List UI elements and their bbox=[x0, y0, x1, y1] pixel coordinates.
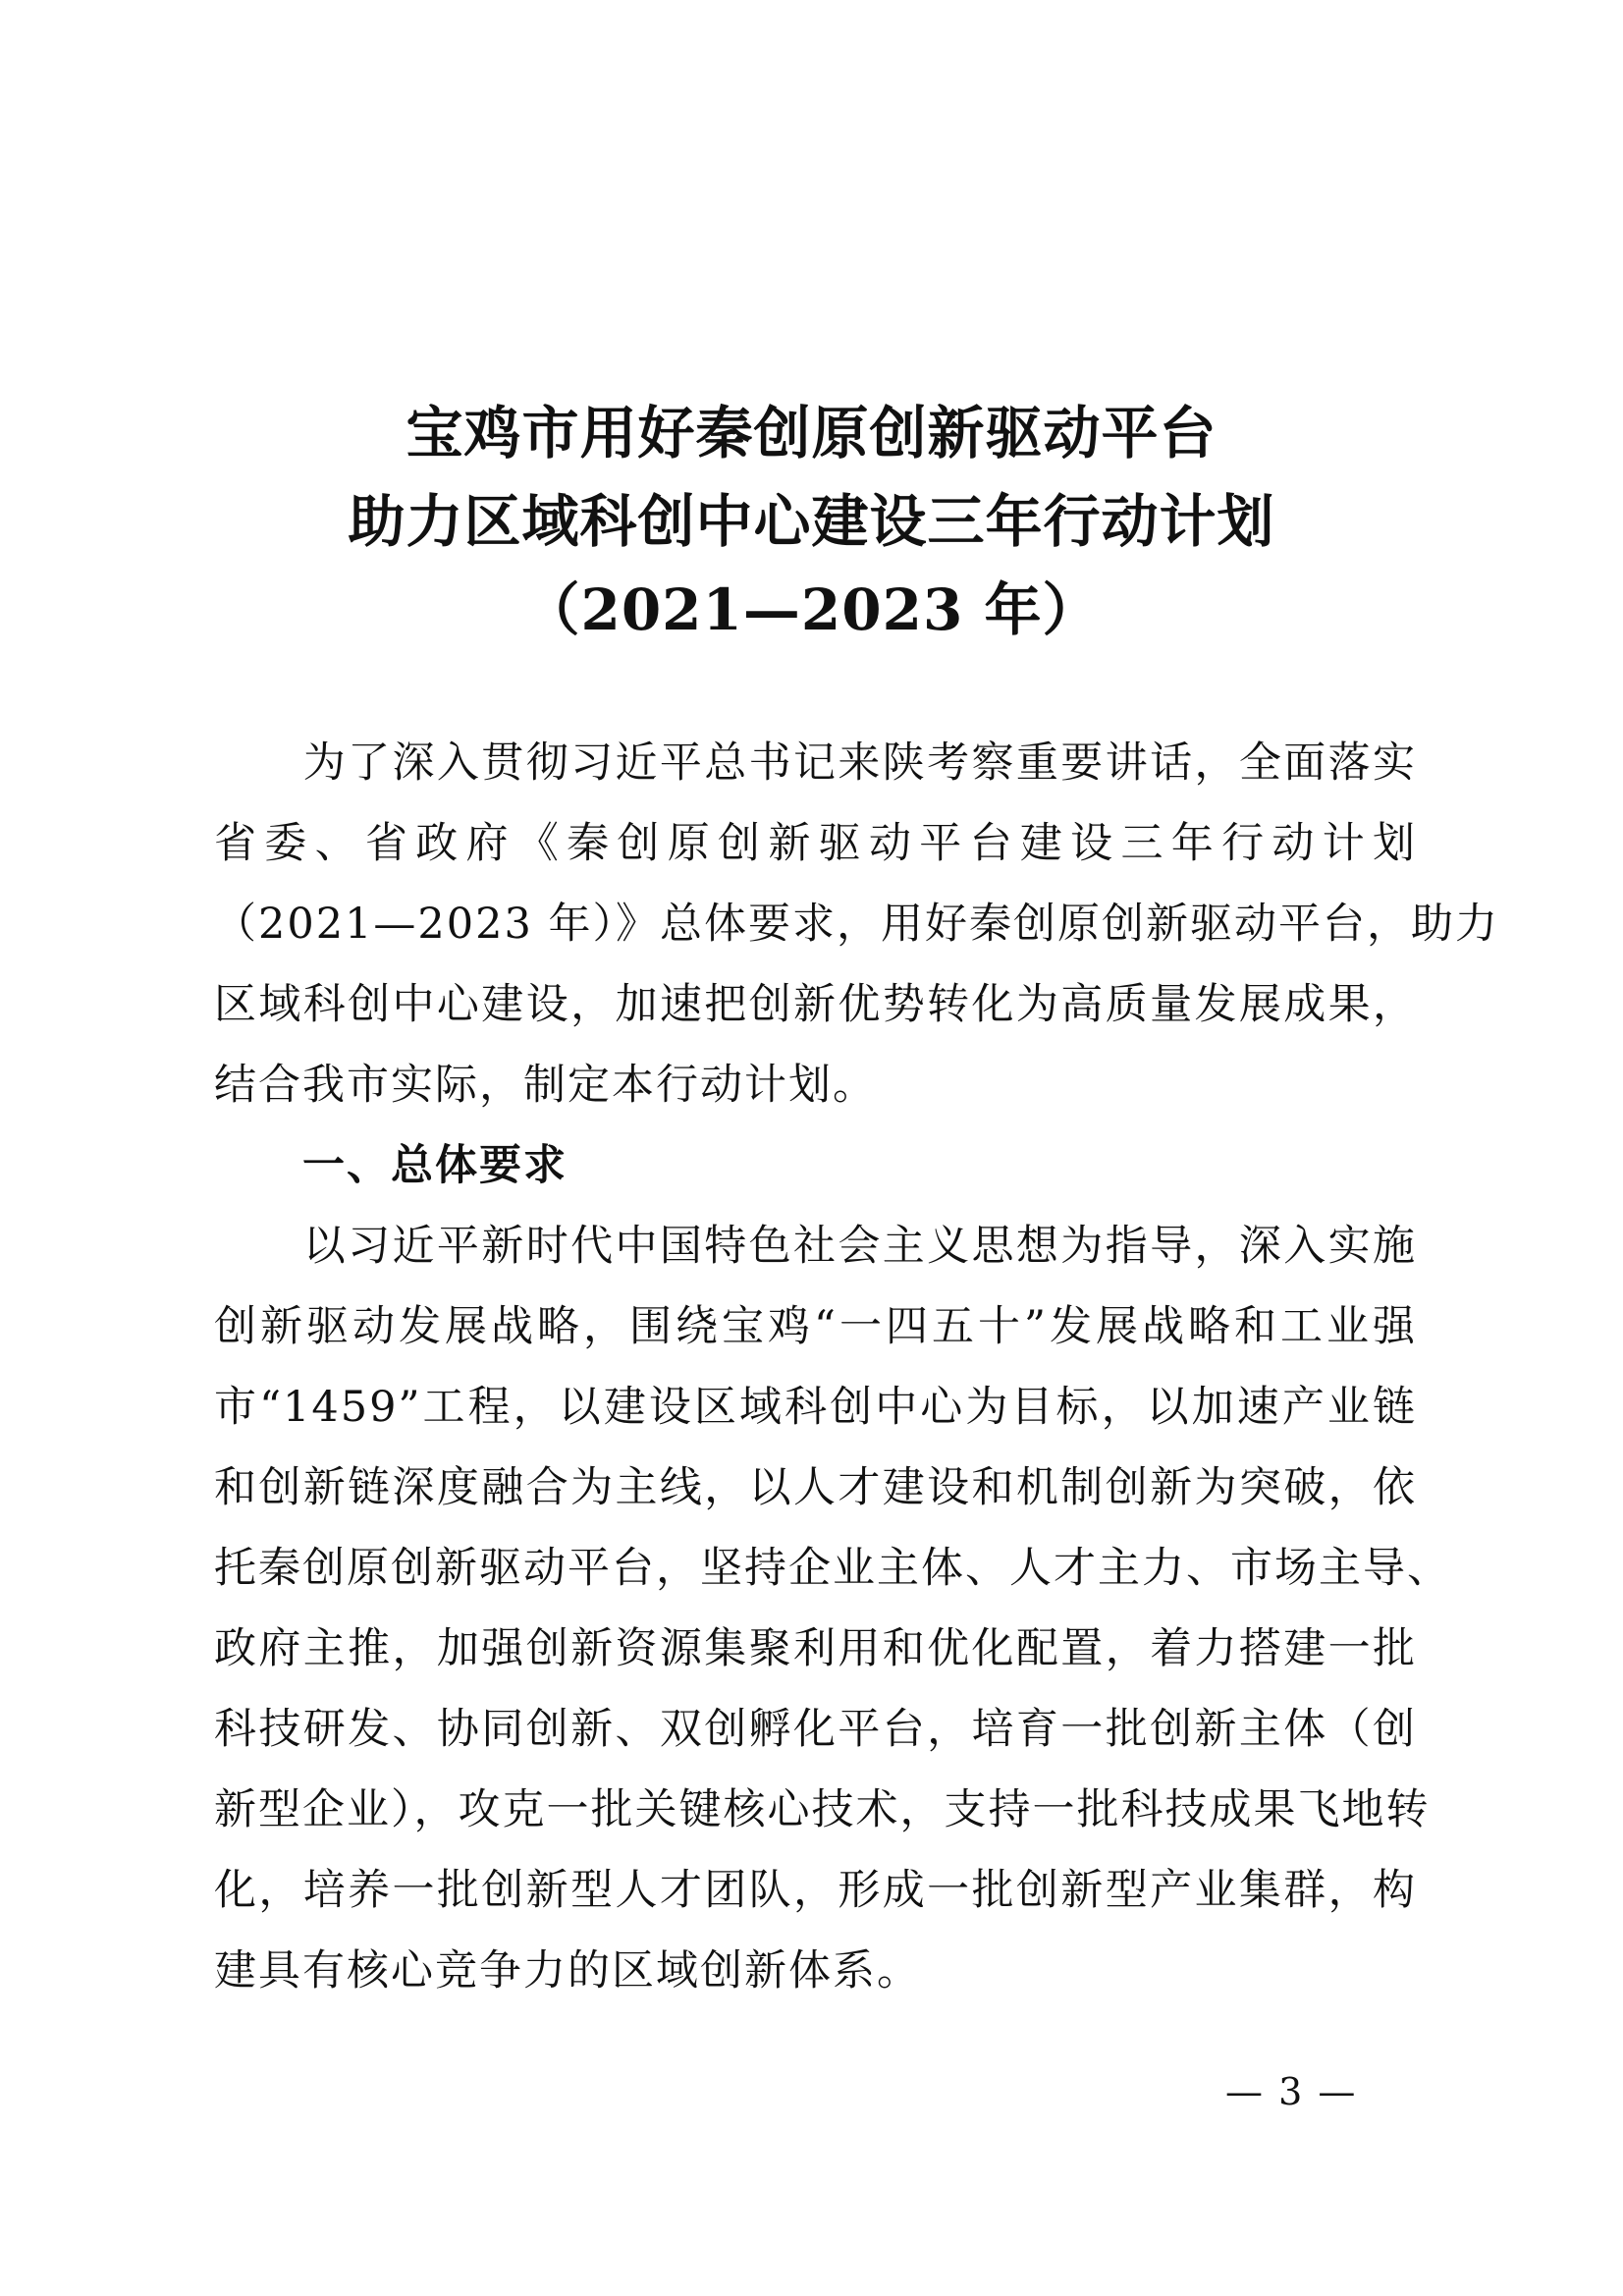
paragraph-line: 建具有核心竞争力的区域创新体系。 bbox=[214, 1946, 921, 1995]
paragraph-line: 为了深入贯彻习近平总书记来陕考察重要讲话，全面落实 bbox=[214, 738, 1417, 788]
paragraph-line: 托秦创原创新驱动平台，坚持企业主体、人才主力、市场主导、 bbox=[214, 1544, 1451, 1593]
paragraph-line: 科技研发、协同创新、双创孵化平台，培育一批创新主体（创 bbox=[214, 1705, 1417, 1754]
page-number: — 3 — bbox=[1225, 2070, 1358, 2113]
document-title-line-3: （2021—2023 年） bbox=[522, 576, 1101, 643]
section1-paragraph bbox=[214, 1206, 1451, 2011]
paragraph-line: 和创新链深度融合为主线，以人才建设和机制创新为突破，依 bbox=[214, 1463, 1417, 1512]
document-title-line-2: 助力区域科创中心建设三年行动计划 bbox=[348, 488, 1275, 555]
paragraph-line: 政府主推，加强创新资源集聚利用和优化配置，着力搭建一批 bbox=[214, 1624, 1417, 1673]
paragraph-line: 市“1459”工程，以建设区域科创中心为目标，以加速产业链 bbox=[214, 1383, 1417, 1432]
paragraph-line: 结合我市实际，制定本行动计划。 bbox=[214, 1061, 877, 1110]
paragraph-line: 新型企业），攻克一批关键核心技术，支持一批科技成果飞地转 bbox=[214, 1785, 1431, 1834]
paragraph-line: 省委、省政府《秦创原创新驱动平台建设三年行动计划 bbox=[214, 819, 1417, 868]
paragraph-line: 区域科创中心建设，加速把创新优势转化为高质量发展成果， bbox=[214, 980, 1417, 1029]
paragraph-line: （2021—2023 年）》总体要求，用好秦创原创新驱动平台，助力 bbox=[214, 900, 1500, 949]
intro-paragraph bbox=[214, 723, 1500, 1125]
paragraph-line: 化，培养一批创新型人才团队，形成一批创新型产业集群，构 bbox=[214, 1866, 1417, 1915]
section-heading: 一、总体要求 bbox=[302, 1141, 568, 1190]
paragraph-line: 创新驱动发展战略，围绕宝鸡“一四五十”发展战略和工业强 bbox=[214, 1302, 1417, 1351]
paragraph-line: 以习近平新时代中国特色社会主义思想为指导，深入实施 bbox=[214, 1222, 1417, 1271]
document-title-line-1: 宝鸡市用好秦创原创新驱动平台 bbox=[406, 400, 1217, 466]
